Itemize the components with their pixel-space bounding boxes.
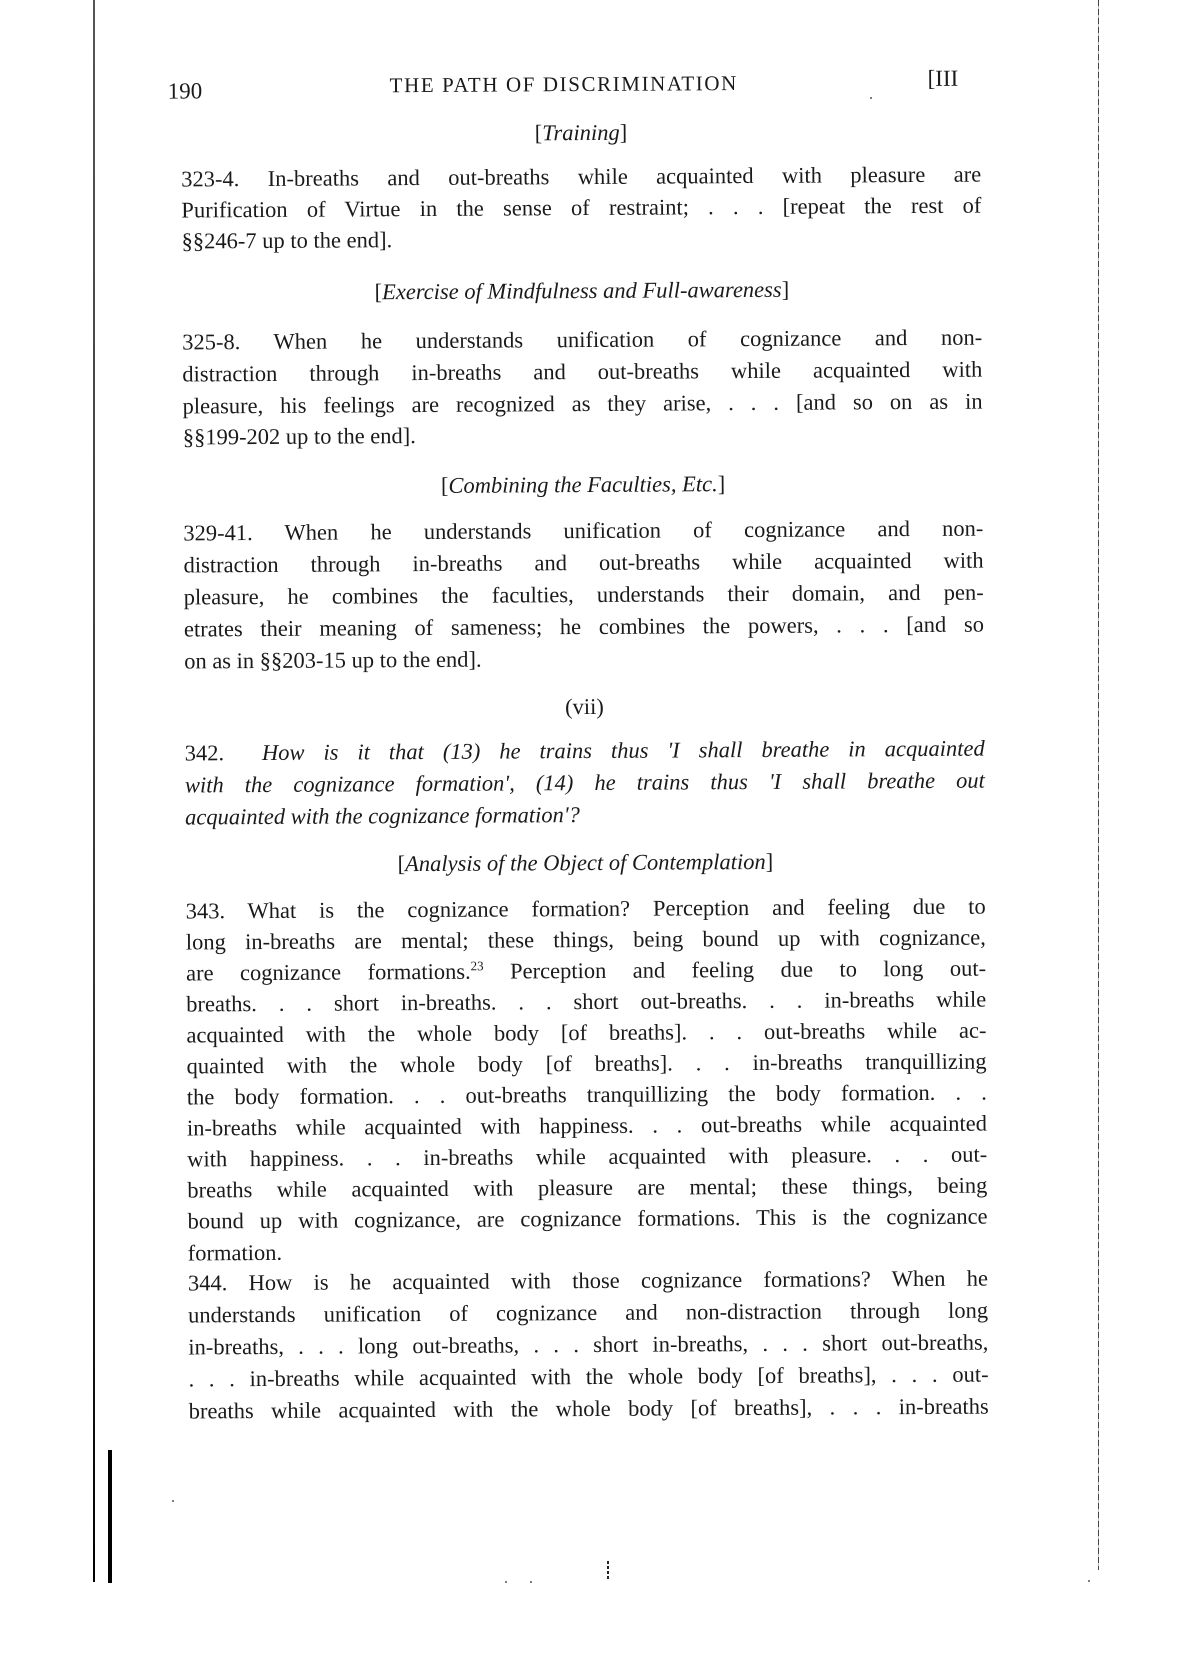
scan-speck — [870, 97, 872, 99]
paragraph-325-line-1: 325-8. When he understands unification of cognizance and non- — [182, 324, 983, 355]
paragraph-344-line-5: breaths while acquainted with the whole body [of breaths], . . . in-breaths — [188, 1393, 989, 1424]
paragraph-329-line-1: 329-41. When he understands unification of cognizance and non- — [183, 515, 984, 546]
paragraph-343-line-4: breaths. . . short in-breaths. . . short out-breaths. . . in-breaths while — [186, 986, 987, 1017]
paragraph-343-line-1: 343. What is the cognizance formation? Perception and feeling due to — [185, 893, 986, 924]
paragraph-323-line-1: 323-4. In-breaths and out-breaths while acquainted with pleasure are — [181, 161, 982, 192]
page-number: 190 — [167, 78, 203, 104]
section-heading-training: [Training] — [534, 119, 628, 146]
paragraph-343-line-2: long in-breaths are mental; these things, being bound up with cognizance, — [185, 924, 986, 955]
section-heading-mindfulness: [Exercise of Mindfulness and Full-awareness] — [374, 276, 790, 305]
paragraph-343-line-9: with happiness. . . in-breaths while acquainted with pleasure. . . out- — [187, 1141, 988, 1172]
paragraph-325-line-3: pleasure, his feelings are recognized as they arise, . . . [and so on as in — [182, 388, 983, 419]
paragraph-343-line-7: the body formation. . . out-breaths tranquillizing the body formation. . . — [186, 1079, 987, 1110]
paragraph-329-line-4: etrates their meaning of sameness; he combines the powers, . . . [and so — [183, 611, 985, 642]
scan-speck — [1088, 1580, 1090, 1582]
paragraph-323-line-3: §§246-7 up to the end]. — [181, 227, 393, 254]
paragraph-344-line-1: 344. How is he acquainted with those cognizance formations? When he — [187, 1265, 989, 1296]
paragraph-323-line-2: Purification of Virtue in the sense of restraint; . . . [repeat the rest of — [181, 192, 982, 223]
paragraph-342-line-1: 342. How is it that (13) he trains thus 'I shall breathe in acquainted — [184, 735, 985, 766]
paragraph-342-line-2: with the cognizance formation', (14) he trains thus 'I shall breathe out — [184, 767, 985, 798]
running-title: THE PATH OF DISCRIMINATION — [389, 71, 738, 98]
paragraph-329-line-5: on as in §§203-15 up to the end]. — [184, 646, 482, 674]
footnote-reference[interactable]: 23 — [470, 958, 484, 974]
paragraph-325-line-2: distraction through in-breaths and out-breaths while acquainted with — [182, 356, 983, 387]
scan-bottom-mark — [607, 1561, 609, 1579]
paragraph-344-line-2: understands unification of cognizance and non-distraction through long — [188, 1297, 989, 1328]
paragraph-343-line-6: quainted with the whole body [of breaths]. . . in-breaths tranquillizing — [186, 1048, 987, 1079]
paragraph-343-line-11: bound up with cognizance, are cognizance formations. This is the cognizance — [187, 1203, 988, 1234]
paragraph-329-line-3: pleasure, he combines the faculties, understands their domain, and pen- — [183, 579, 984, 610]
section-heading-faculties: [Combining the Faculties, Etc.] — [440, 471, 726, 498]
subdivision-marker: (vii) — [564, 693, 604, 720]
paragraph-343-line-8: in-breaths while acquainted with happiness. . . out-breaths while acquainted — [186, 1110, 988, 1141]
running-head — [167, 65, 988, 109]
paragraph-344-line-4: . . . in-breaths while acquainted with the whole body [of breaths], . . . out- — [188, 1361, 989, 1392]
paragraph-325-line-4: §§199-202 up to the end]. — [182, 423, 416, 450]
paragraph-343-line-5: acquainted with the whole body [of breaths]. . . out-breaths while ac- — [186, 1017, 987, 1048]
scan-speck — [530, 1581, 532, 1583]
chapter-mark: [III — [927, 65, 959, 91]
paragraph-342-line-3: acquainted with the cognizance formation'? — [185, 802, 580, 830]
paragraph-329-line-2: distraction through in-breaths and out-breaths while acquainted with — [183, 547, 984, 578]
paragraph-343-line-3: are cognizance formations.$^{23}$ Perception and feeling due to long out- — [185, 955, 987, 986]
section-heading-analysis: [Analysis of the Object of Contemplation] — [397, 848, 774, 877]
paragraph-343-line-12: formation. — [187, 1239, 283, 1266]
scan-speck — [172, 1500, 174, 1502]
paragraph-343-line-10: breaths while acquainted with pleasure are mental; these things, being — [187, 1172, 988, 1203]
paragraph-344-line-3: in-breaths, . . . long out-breaths, . . . short in-breaths, . . . short out-breaths, — [188, 1329, 989, 1360]
scan-speck — [505, 1581, 507, 1583]
